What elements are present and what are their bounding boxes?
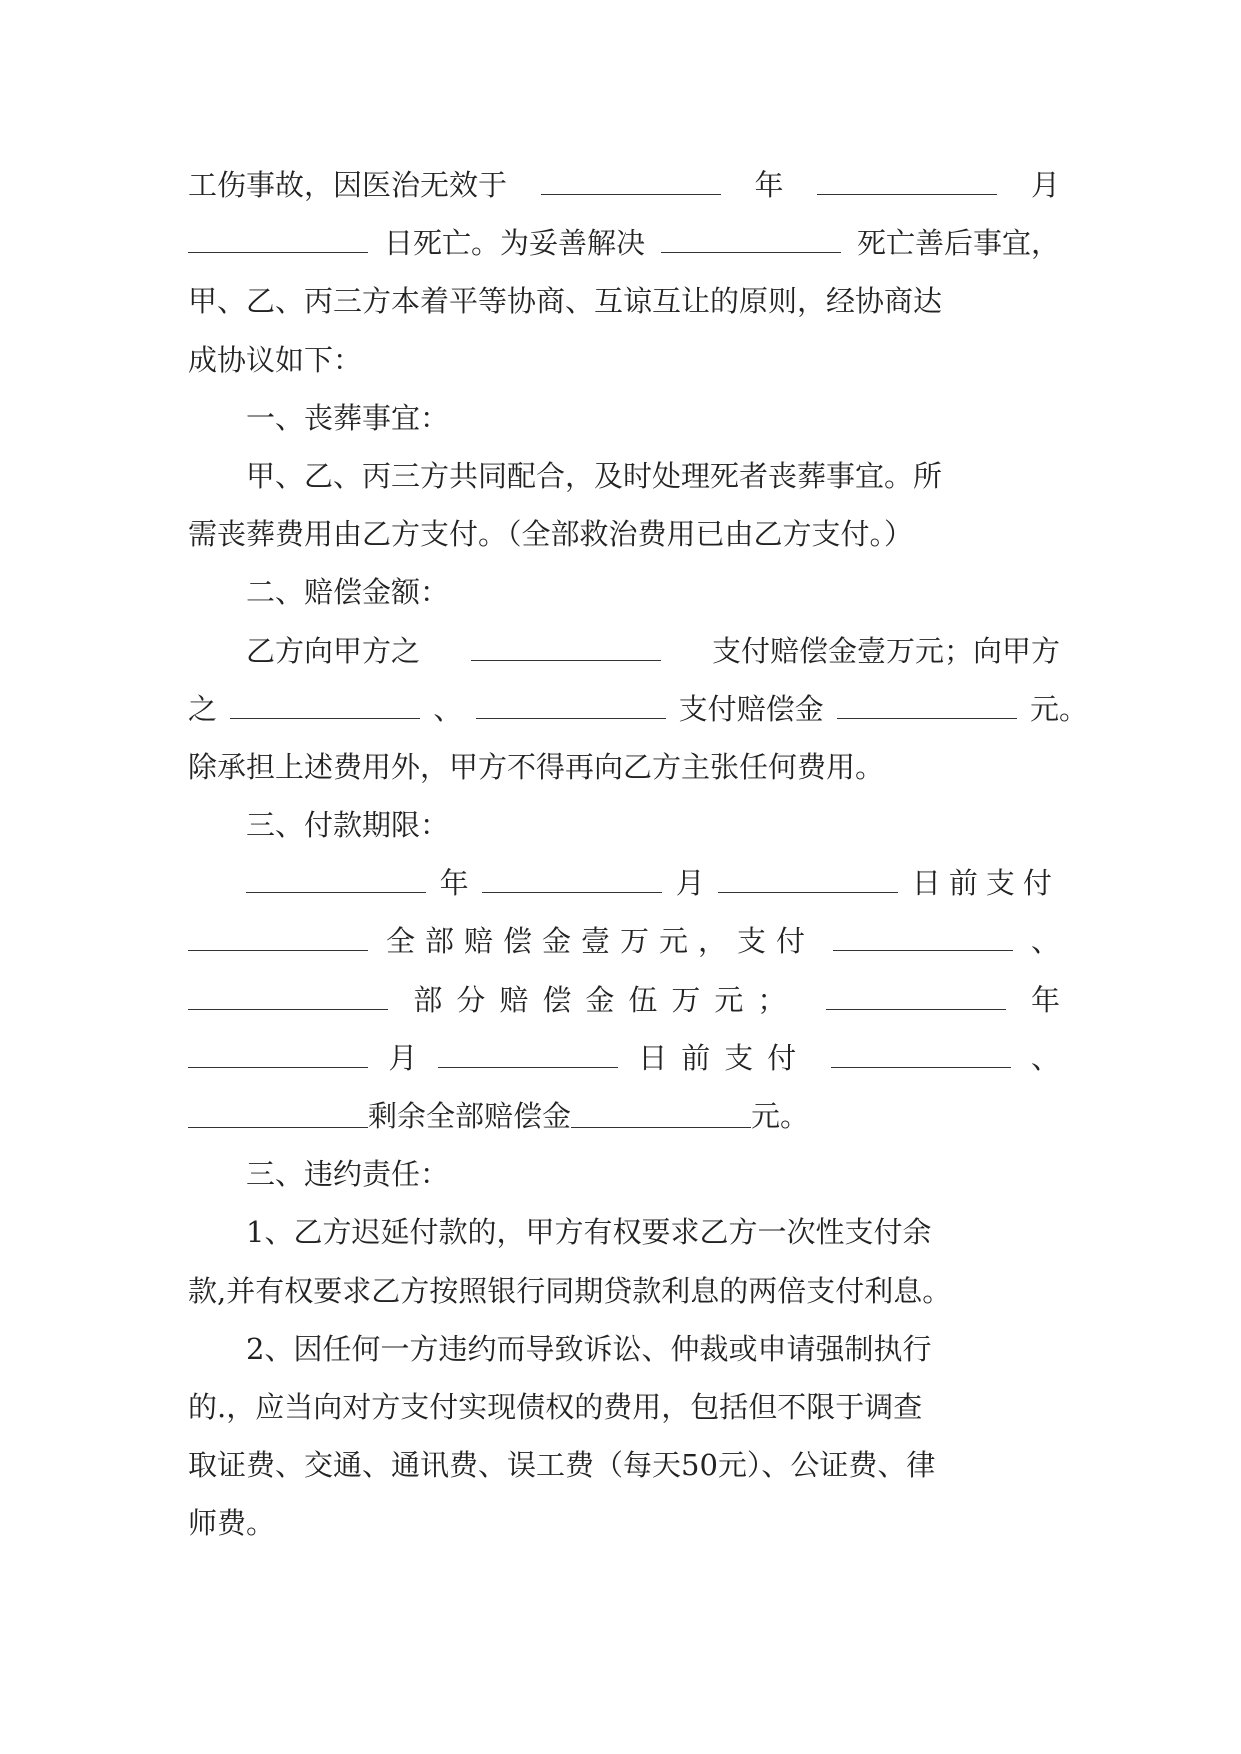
text-segment: 年 bbox=[1030, 982, 1060, 1017]
text-segment: 剩余全部赔偿金 bbox=[368, 1099, 572, 1133]
text-segment: 工伤事故，因医治无效于 bbox=[188, 168, 508, 202]
section-heading bbox=[188, 796, 1060, 854]
text-segment: 支付赔偿金壹万元；向甲方 bbox=[711, 633, 1060, 668]
fill-in-blank bbox=[188, 1008, 388, 1010]
text-segment: 1、乙方迟延付款的，甲方有权要求乙方一次性支付余 bbox=[246, 1215, 932, 1250]
text-segment: 、 bbox=[433, 691, 463, 726]
text-segment: 月 bbox=[675, 866, 705, 901]
fill-in-blank bbox=[476, 717, 666, 719]
paragraph-line bbox=[188, 505, 1060, 563]
paragraph-line bbox=[188, 1436, 1060, 1494]
heading-text: 三、付款期限： bbox=[246, 808, 450, 843]
fill-in-blank bbox=[541, 193, 721, 195]
text-segment: 死亡善后事宜， bbox=[856, 226, 1060, 261]
text-segment: 乙方向甲方之 bbox=[246, 633, 421, 668]
text-segment: 月 bbox=[388, 1040, 418, 1075]
section-heading bbox=[188, 563, 1060, 621]
text-segment: 元。 bbox=[751, 1099, 810, 1133]
fill-in-blank bbox=[188, 1066, 368, 1068]
section-heading bbox=[188, 389, 1060, 447]
fill-in-blank bbox=[837, 717, 1017, 719]
fill-in-blank bbox=[230, 717, 420, 719]
paragraph-line bbox=[188, 680, 1088, 738]
text-segment: 日前支付 bbox=[638, 1040, 811, 1075]
fill-in-blank bbox=[246, 891, 426, 893]
paragraph-line bbox=[188, 214, 1060, 272]
paragraph-line bbox=[188, 1087, 1060, 1145]
text-segment: 2、因任何一方违约而导致诉讼、仲裁或申请强制执行 bbox=[246, 1331, 932, 1366]
text-segment: 甲、乙、丙三方本着平等协商、互谅互让的原则，经协商达 bbox=[188, 284, 943, 319]
text-segment: 支付赔偿金 bbox=[678, 691, 824, 726]
fill-in-blank bbox=[826, 1008, 1006, 1010]
paragraph-line bbox=[188, 1262, 1060, 1320]
text-segment: 的.，应当向对方支付实现债权的费用，包括但不限于调查 bbox=[188, 1389, 923, 1424]
fill-in-blank bbox=[571, 1126, 751, 1128]
text-segment: 月 bbox=[1030, 168, 1060, 202]
section-heading bbox=[188, 1145, 1060, 1203]
fill-in-blank bbox=[482, 891, 662, 893]
text-segment: 部分赔偿金伍万元； bbox=[413, 982, 801, 1017]
paragraph-line bbox=[188, 331, 1060, 389]
paragraph-line bbox=[188, 971, 1060, 1029]
paragraph-line bbox=[188, 272, 1060, 330]
paragraph-line bbox=[188, 1494, 1060, 1552]
fill-in-blank bbox=[831, 1066, 1011, 1068]
text-segment: 元。 bbox=[1029, 691, 1088, 726]
fill-in-blank bbox=[188, 949, 368, 951]
text-segment: 成协议如下： bbox=[188, 342, 363, 377]
heading-text: 一、丧葬事宜： bbox=[246, 400, 450, 435]
paragraph-line bbox=[188, 447, 1060, 505]
fill-in-blank bbox=[661, 251, 841, 253]
paragraph-line bbox=[188, 622, 1060, 680]
paragraph-line bbox=[188, 738, 1060, 796]
paragraph-line bbox=[188, 854, 1060, 912]
heading-text: 二、赔偿金额： bbox=[246, 575, 450, 610]
text-segment: 、 bbox=[1030, 1040, 1060, 1075]
paragraph-line bbox=[188, 1378, 1060, 1436]
fill-in-blank bbox=[718, 891, 898, 893]
text-segment: 除承担上述费用外，甲方不得再向乙方主张任何费用。 bbox=[188, 749, 885, 784]
paragraph-line bbox=[188, 1320, 1060, 1378]
text-segment: 师费。 bbox=[188, 1506, 276, 1541]
text-segment: 取证费、交通、通讯费、误工费（每天50元）、公证费、律 bbox=[188, 1448, 936, 1483]
paragraph-line bbox=[188, 1203, 1060, 1261]
fill-in-blank bbox=[833, 949, 1013, 951]
text-segment: 日死亡。为妥善解决 bbox=[383, 226, 645, 261]
fill-in-blank bbox=[817, 193, 997, 195]
text-segment: 款,并有权要求乙方按照银行同期贷款利息的两倍支付利息。 bbox=[188, 1273, 952, 1308]
fill-in-blank bbox=[438, 1066, 618, 1068]
paragraph-line bbox=[188, 912, 1060, 970]
text-segment: 年 bbox=[754, 168, 784, 202]
heading-text: 三、违约责任： bbox=[246, 1157, 450, 1192]
fill-in-blank bbox=[188, 251, 368, 253]
fill-in-blank bbox=[188, 1126, 368, 1128]
text-segment: 甲、乙、丙三方共同配合，及时处理死者丧葬事宜。所 bbox=[246, 458, 943, 493]
text-segment: 年 bbox=[439, 866, 469, 901]
fill-in-blank bbox=[471, 659, 661, 661]
text-segment: 全部赔偿金壹万元，支付 bbox=[385, 924, 815, 959]
text-segment: 日前支付 bbox=[911, 866, 1060, 901]
text-segment: 需丧葬费用由乙方支付。（全部救治费用已由乙方支付。） bbox=[188, 517, 914, 552]
text-segment: 、 bbox=[1030, 924, 1060, 959]
document-page bbox=[188, 156, 1088, 1553]
paragraph-line bbox=[188, 156, 1060, 214]
paragraph-line bbox=[188, 1029, 1060, 1087]
text-segment: 之 bbox=[188, 691, 218, 726]
